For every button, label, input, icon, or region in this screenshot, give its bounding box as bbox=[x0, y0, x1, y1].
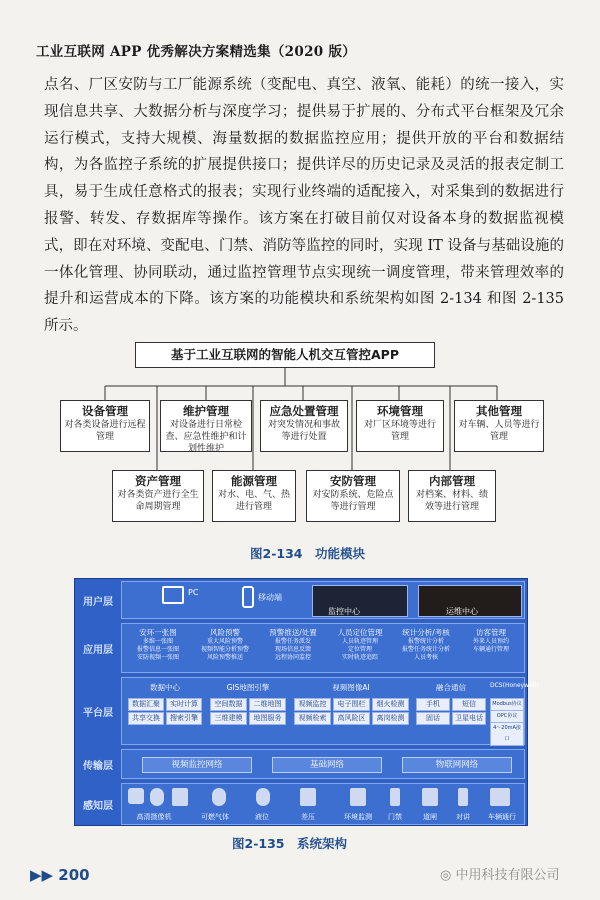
sensing-label: 道闸 bbox=[423, 813, 437, 821]
paragraph-text: 点名、厂区安防与工厂能源系统（变配电、真空、液氧、能耗）的统一接入，实现信息共享、大数据分析与深度学习；提供易于扩展的、分布式平台框架及冗余运行模式，支持大规模、海量数据的数据监控应用；提供开放的平台和数据结构，为各监控子系统的扩展提供接口；提供详尽的历史记录及灵活的报表定制工具，易于生成任意格式的报表；实现行业终端的适配接入，对采集到的数据进行报警、转发、存数据库等操作。该方案在打破目前仅对设备本身的数据监视模式，即在对环境、变配电、门禁、消防等监控的同时，实现 IT 设备与基础设施的一体化管理、协同联动，通过监控管理节点实现统一调度管理，带来管理效率的提升和运营成本的下降。该方案的功能模块和系统架构如图 2-134 和图 2-135 所示。 bbox=[44, 77, 564, 335]
platform-cell: 地图服务 bbox=[249, 712, 286, 725]
platform-cell: 卫星电话 bbox=[452, 712, 486, 725]
user-layer-content bbox=[121, 581, 525, 619]
module-device: 设备管理 对各类设备进行远程管理 bbox=[60, 400, 150, 452]
platform-cell: 空间数据 bbox=[210, 698, 247, 711]
platform-cell: OPC协议 bbox=[490, 710, 524, 723]
module-other: 其他管理 对车辆、人员等进行管理 bbox=[454, 400, 544, 452]
platform-cell: 二维地图 bbox=[249, 698, 286, 711]
watermark bbox=[440, 864, 560, 883]
platform-video-ai-title: 视频图像AI bbox=[332, 683, 370, 692]
app-col-3: 人员定位管理 人员轨迹管理 定位管理 实时轨迹追踪 bbox=[337, 628, 383, 661]
user-monitor-center: 监控中心 bbox=[328, 607, 360, 616]
pc-icon bbox=[162, 586, 184, 604]
user-mobile-label: 移动端 bbox=[258, 593, 282, 602]
level-gauge-icon bbox=[256, 788, 270, 806]
platform-cell: 视频监控 bbox=[294, 698, 331, 711]
network-layer bbox=[75, 747, 529, 781]
sensing-layer-label: 感知层 bbox=[83, 800, 113, 812]
platform-cell: 高风险区 bbox=[333, 712, 370, 725]
module-environment: 环境管理 对厂区环境等进行管理 bbox=[356, 400, 444, 452]
body-paragraph bbox=[44, 72, 564, 340]
platform-layer-label: 平台层 bbox=[83, 707, 113, 719]
gas-detector-icon bbox=[212, 788, 226, 806]
platform-cell: 视频检索 bbox=[294, 712, 331, 725]
monitor-center-image bbox=[312, 585, 408, 617]
app-col-0: 安环一张图 多维一张图 报警信息一张图 安防视频一张图 bbox=[136, 628, 179, 661]
platform-cell: 短信 bbox=[452, 698, 486, 711]
module-emergency: 应急处置管理 对突发情况和事故等进行处置 bbox=[260, 400, 348, 452]
mobile-icon bbox=[242, 586, 254, 608]
user-pc-label: PC bbox=[188, 588, 199, 597]
watermark-text: 中用科技有限公司 bbox=[455, 868, 560, 883]
system-architecture-diagram bbox=[74, 578, 539, 826]
network-layer-label: 传输层 bbox=[83, 760, 113, 772]
vehicle-gate-icon bbox=[490, 788, 510, 806]
app-col-5: 访客管理 外来人员预约 车辆通行管理 bbox=[472, 628, 509, 653]
platform-cell: Modbus协议 bbox=[490, 698, 524, 711]
module-energy: 能源管理 对水、电、气、热进行管理 bbox=[212, 470, 296, 522]
sensing-label: 可燃气体 bbox=[201, 813, 229, 821]
wechat-icon: ◎ bbox=[440, 868, 456, 883]
platform-cell: 三维建模 bbox=[210, 712, 247, 725]
sensing-label: 门禁 bbox=[388, 813, 402, 821]
door-access-icon bbox=[390, 788, 400, 806]
platform-data-center-title: 数据中心 bbox=[150, 683, 180, 692]
app-col-4: 统计分析/考核 报警统计分析 报警任务统计分析 人员考核 bbox=[401, 628, 450, 661]
sensing-label: 差压 bbox=[301, 813, 315, 821]
platform-cell: 4～20mA接口 bbox=[490, 722, 524, 746]
base-network: 基础网络 bbox=[272, 757, 382, 773]
platform-cell: 手机 bbox=[416, 698, 450, 711]
sensing-label: 环境监测 bbox=[344, 813, 372, 821]
platform-cell: 实时计算 bbox=[166, 698, 202, 711]
platform-layer bbox=[75, 675, 539, 747]
sensing-layer-content bbox=[121, 783, 525, 825]
page-number bbox=[30, 866, 90, 884]
network-layer-content bbox=[121, 749, 525, 779]
sensing-label: 车辆通行 bbox=[488, 813, 516, 821]
platform-comm-title: 融合通信 bbox=[436, 683, 466, 692]
page-number-value: 200 bbox=[58, 866, 90, 884]
platform-cell: 固话 bbox=[416, 712, 450, 725]
user-layer bbox=[75, 579, 529, 621]
platform-cell: 电子围栏 bbox=[333, 698, 370, 711]
user-layer-label: 用户层 bbox=[83, 596, 113, 608]
environment-icon bbox=[350, 788, 366, 806]
pressure-gauge-icon bbox=[300, 788, 316, 806]
platform-cell: 烟火检测 bbox=[372, 698, 409, 711]
function-module-diagram bbox=[60, 342, 550, 538]
app-layer bbox=[75, 621, 529, 675]
sensing-layer bbox=[75, 781, 529, 827]
platform-cell: 离岗检测 bbox=[372, 712, 409, 725]
figure-caption-134: 图2-134 功能模块 bbox=[250, 546, 365, 561]
platform-gis-title: GIS地图引擎 bbox=[226, 683, 270, 692]
barrier-icon bbox=[422, 788, 438, 806]
sensor-icon bbox=[172, 788, 188, 806]
gas-detector-icon bbox=[150, 788, 164, 806]
running-header: 工业互联网 APP 优秀解决方案精选集（2020 版） bbox=[36, 44, 357, 60]
intercom-icon bbox=[458, 788, 468, 806]
figure-caption-135: 图2-135 系统架构 bbox=[232, 836, 347, 851]
module-maintenance: 维护管理 对设备进行日常检查、应急性维护和计划性维护 bbox=[160, 400, 252, 452]
module-security: 安防管理 对安防系统、危险点等进行管理 bbox=[306, 470, 400, 522]
platform-cell: 搜索引擎 bbox=[166, 712, 202, 725]
app-layer-label: 应用层 bbox=[83, 644, 113, 656]
sensing-label: 液位 bbox=[255, 813, 269, 821]
app-layer-content bbox=[121, 623, 525, 673]
platform-cell: 数据汇聚 bbox=[128, 698, 164, 711]
platform-dcs-title: DCS(Honeywell) bbox=[490, 682, 539, 689]
camera-icon bbox=[128, 788, 144, 804]
sensing-label: 高清摄像机 bbox=[136, 813, 172, 821]
module-asset: 资产管理 对各类资产进行全生命周期管理 bbox=[112, 470, 204, 522]
root-node: 基于工业互联网的智能人机交互管控APP bbox=[135, 342, 435, 368]
page-arrow-icon: ▶▶ bbox=[30, 866, 59, 884]
sensing-label: 对讲 bbox=[456, 813, 470, 821]
platform-cell: 共享交换 bbox=[128, 712, 164, 725]
app-col-2: 预警推送/处置 报警任务派发 现场信息反馈 远程协同监控 bbox=[269, 628, 317, 661]
user-ops-center: 运维中心 bbox=[446, 607, 478, 616]
module-internal: 内部管理 对档案、材料、绩效等进行管理 bbox=[408, 470, 496, 522]
video-network: 视频监控网络 bbox=[142, 757, 252, 773]
platform-layer-content bbox=[121, 677, 539, 745]
iot-network: 物联网网络 bbox=[402, 757, 512, 773]
app-col-1: 风险预警 重大风险预警 视频智能分析预警 风险预警推送 bbox=[200, 628, 249, 661]
